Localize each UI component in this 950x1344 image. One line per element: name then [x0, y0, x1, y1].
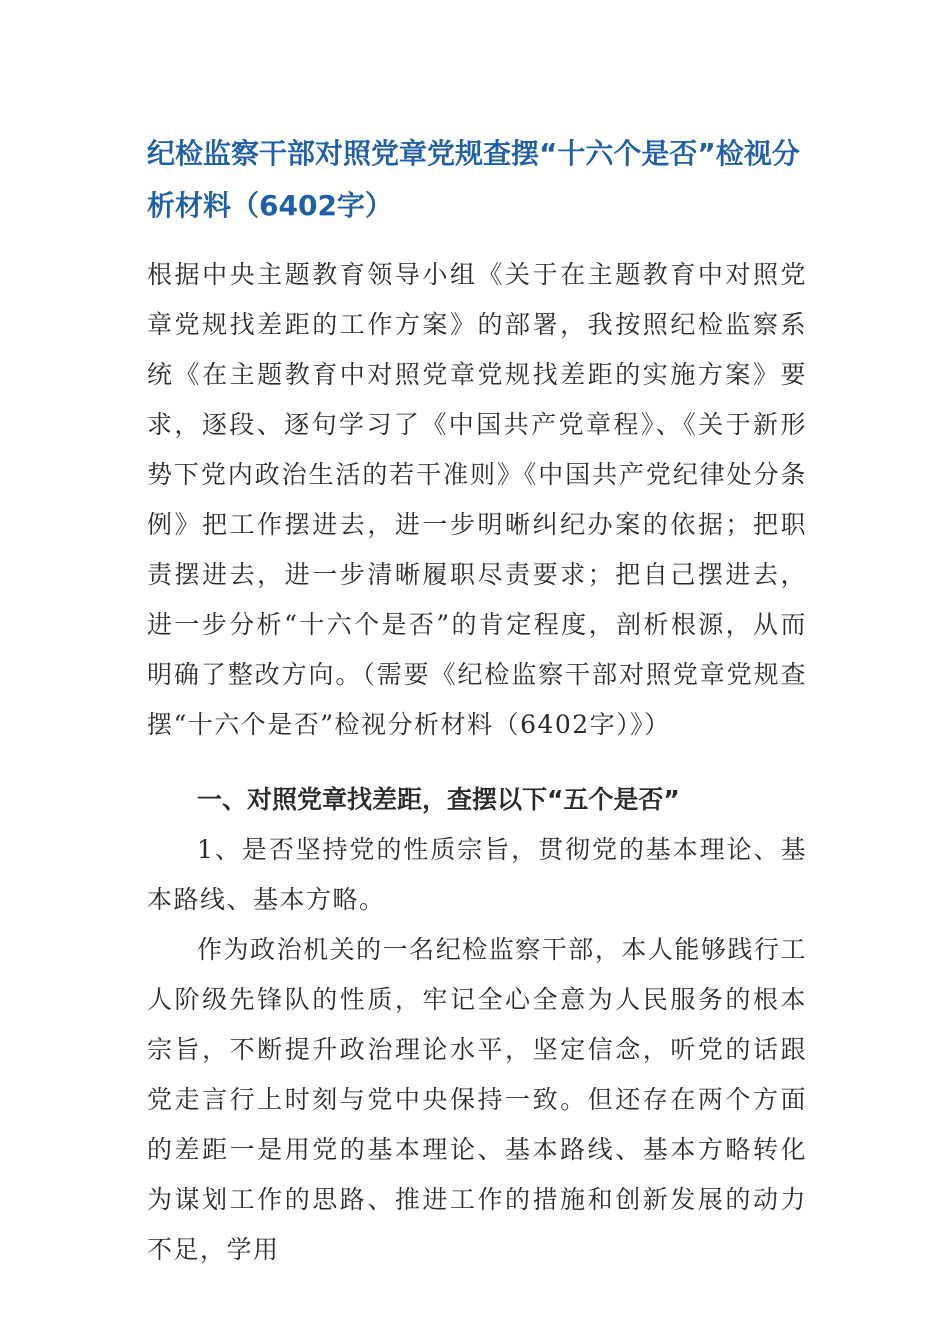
intro-paragraph: 根据中央主题教育领导小组《关于在主题教育中对照党章党规找差距的工作方案》的部署，我按照纪检监察系统《在主题教育中对照党章党规找差距的实施方案》要求，逐段、逐句学习了《中国共产党章程》、《关于新形势下党内政治生活的若干准则》《中国共产党纪律处分条例》把工作摆进去，进一步明晰纠纪办案的依据；把职责摆进去，进一步清晰履职尽责要求；把自己摆进去，进一步分析“十六个是否”的肯定程度，剖析根源，从而明确了整改方向。（需要《纪检监察干部对照党章党规查摆“十六个是否”检视分析材料（6402字）》） [147, 260, 807, 739]
document-title: 纪检监察干部对照党章党规查摆“十六个是否”检视分析材料（6402字） [147, 137, 800, 222]
section-heading: 一、对照党章找差距，查摆以下“五个是否” [197, 785, 680, 814]
body-paragraph: 作为政治机关的一名纪检监察干部，本人能够践行工人阶级先锋队的性质，牢记全心全意为人民服务的根本宗旨，不断提升政治理论水平，坚定信念，听党的话跟党走言行上时刻与党中央保持一致。但还存在两个方面的差距一是用党的基本理论、基本路线、基本方略转化为谋划工作的思路、推进工作的措施和创新发展的动力不足，学用 [147, 935, 807, 1264]
item-1-paragraph: 1、是否坚持党的性质宗旨，贯彻党的基本理论、基本路线、基本方略。 [147, 835, 807, 914]
